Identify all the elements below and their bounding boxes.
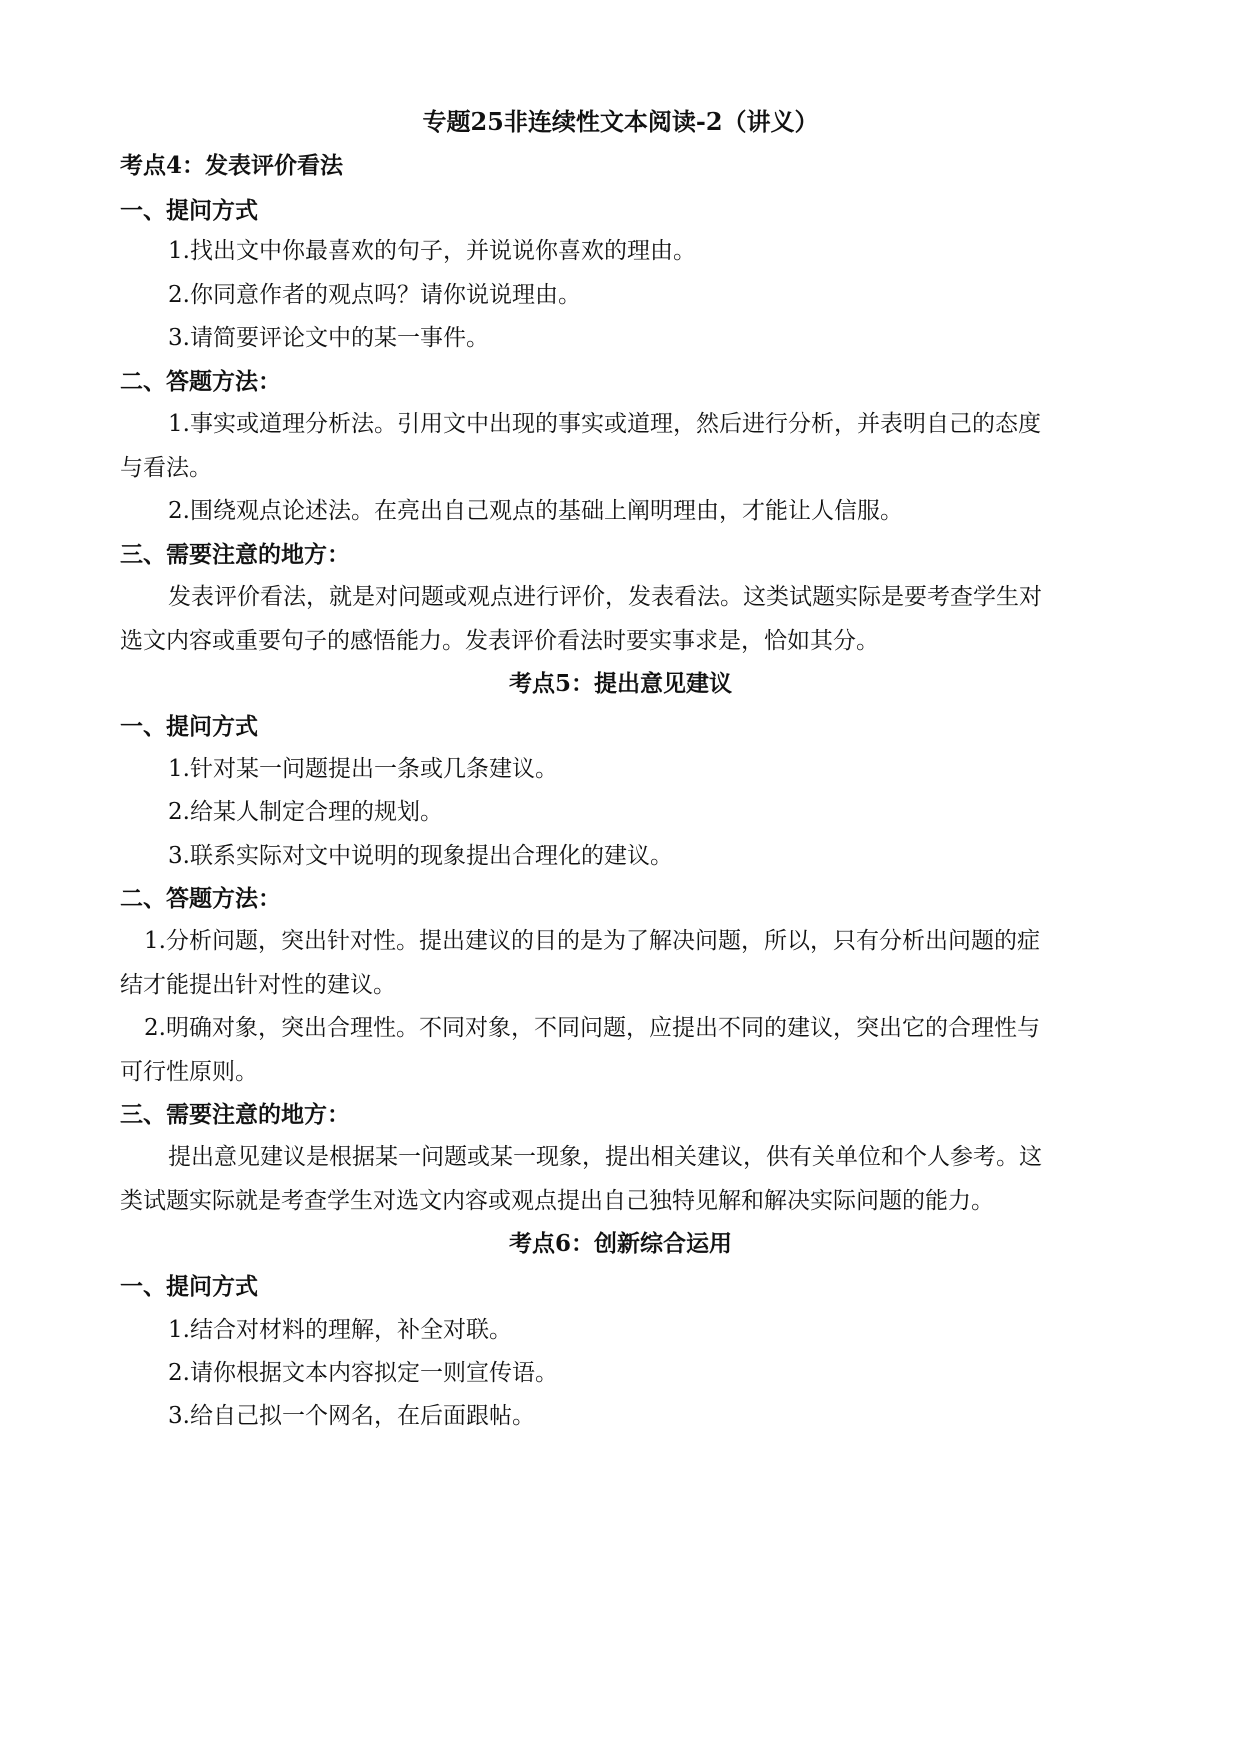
kp4-question-2: 2.你同意作者的观点吗？请你说说理由。	[168, 282, 581, 308]
kp5-heading: 考点5：提出意见建议	[508, 670, 732, 697]
kp5-method-2-line-1: 2.明确对象，突出合理性。不同对象，不同问题，应提出不同的建议，突出它的合理性与	[144, 1015, 1040, 1041]
kp4-note-line-2: 选文内容或重要句子的感悟能力。发表评价看法时要实事求是，恰如其分。	[120, 628, 879, 654]
kp5-section-3: 三、需要注意的地方：	[120, 1101, 350, 1128]
kp5-method-1-line-1: 1.分析问题，突出针对性。提出建议的目的是为了解决问题，所以，只有分析出问题的症	[144, 928, 1040, 954]
kp5-section-1: 一、提问方式	[120, 713, 258, 740]
kp6-section-1: 一、提问方式	[120, 1273, 258, 1300]
kp5-section-2: 二、答题方法：	[120, 885, 281, 912]
kp6-question-1: 1.结合对材料的理解，补全对联。	[168, 1317, 512, 1343]
kp4-method-2: 2.围绕观点论述法。在亮出自己观点的基础上阐明理由，才能让人信服。	[168, 498, 903, 524]
kp4-section-2: 二、答题方法：	[120, 368, 281, 395]
kp4-note-line-1: 发表评价看法，就是对问题或观点进行评价，发表看法。这类试题实际是要考查学生对	[168, 584, 1042, 610]
kp6-heading: 考点6：创新综合运用	[508, 1230, 732, 1257]
kp6-question-2: 2.请你根据文本内容拟定一则宣传语。	[168, 1360, 558, 1386]
kp6-question-3: 3.给自己拟一个网名，在后面跟帖。	[168, 1403, 535, 1429]
kp5-note-line-1: 提出意见建议是根据某一问题或某一现象，提出相关建议，供有关单位和个人参考。这	[168, 1144, 1042, 1170]
kp4-method-1-line-1: 1.事实或道理分析法。引用文中出现的事实或道理，然后进行分析，并表明自己的态度	[168, 411, 1041, 437]
kp4-section-3: 三、需要注意的地方：	[120, 541, 350, 568]
kp5-method-2-line-2: 可行性原则。	[120, 1059, 258, 1085]
kp4-question-1: 1.找出文中你最喜欢的句子，并说说你喜欢的理由。	[168, 238, 696, 264]
kp4-question-3: 3.请简要评论文中的某一事件。	[168, 325, 489, 351]
kp5-question-3: 3.联系实际对文中说明的现象提出合理化的建议。	[168, 843, 673, 869]
kp5-question-1: 1.针对某一问题提出一条或几条建议。	[168, 756, 558, 782]
document-title: 专题25非连续性文本阅读-2（讲义）	[422, 107, 819, 136]
kp4-method-1-line-2: 与看法。	[120, 455, 212, 481]
kp4-heading: 考点4：发表评价看法	[120, 152, 344, 179]
kp5-question-2: 2.给某人制定合理的规划。	[168, 799, 443, 825]
kp5-note-line-2: 类试题实际就是考查学生对选文内容或观点提出自己独特见解和解决实际问题的能力。	[120, 1188, 994, 1214]
kp5-method-1-line-2: 结才能提出针对性的建议。	[120, 972, 396, 998]
kp4-section-1: 一、提问方式	[120, 197, 258, 224]
